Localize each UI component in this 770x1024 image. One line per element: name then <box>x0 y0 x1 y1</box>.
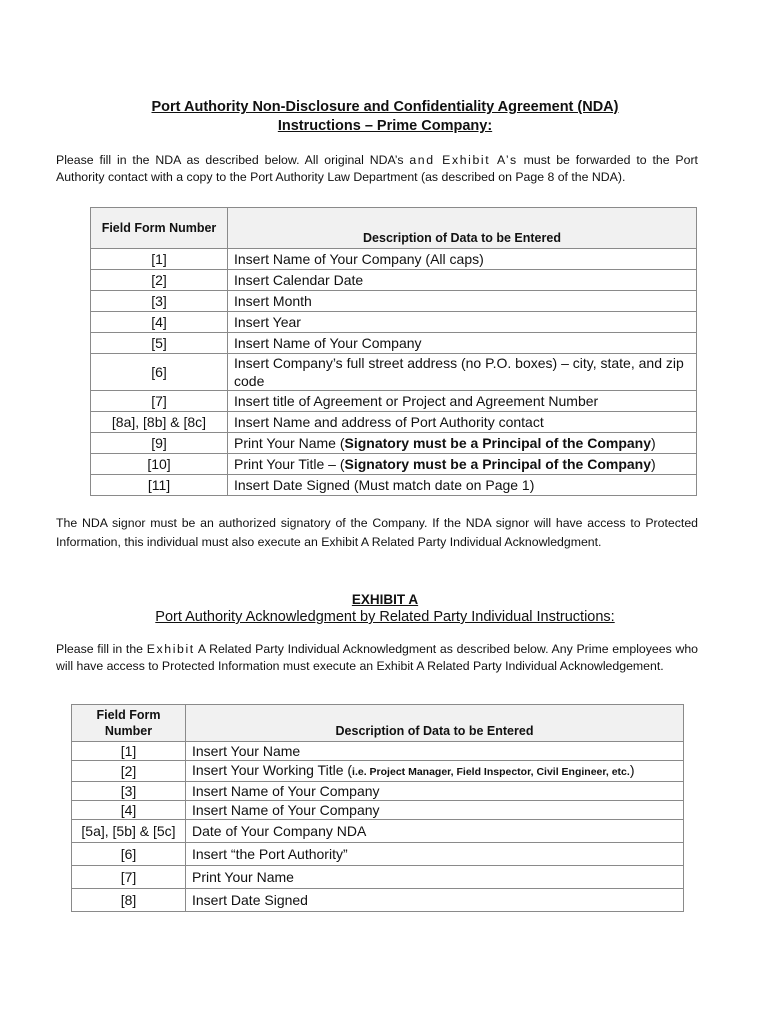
table-row <box>91 312 697 333</box>
exhibit-intro-text-3: A Related Party Individual Acknowledgment as described below. Any Prime employees who will have access to Protected Information must execute an Exhibit A Related Party Individual Acknowledgement. <box>56 642 699 673</box>
field-description: Insert title of Agreement or Project and Agreement Number <box>228 391 697 412</box>
signor-note: The NDA signor must be an authorized signatory of the Company. If the NDA signor will have access to Protected Information, this individual must also execute an Exhibit A Related Party Individual Acknowledgment. <box>56 516 698 549</box>
field-number-header: Field Form Number <box>72 705 186 742</box>
field-description <box>228 454 697 475</box>
intro-text-1: Please fill in the NDA as described below. All original NDA’s <box>56 153 410 167</box>
field-number: [1] <box>72 742 186 761</box>
field-description: Insert “the Port Authority” <box>186 843 684 866</box>
field-description: Insert Name of Your Company (All caps) <box>228 249 697 270</box>
field-description: Insert Month <box>228 291 697 312</box>
desc-emphasis: Signatory must be a Principal of the Company <box>344 456 652 472</box>
description-header: Description of Data to be Entered <box>186 705 684 742</box>
table-header-row <box>91 208 697 249</box>
exhibit-a-fields-table <box>71 704 684 912</box>
table-row <box>91 433 697 454</box>
table-row <box>91 249 697 270</box>
description-header: Description of Data to be Entered <box>228 208 697 249</box>
field-number: [6] <box>72 843 186 866</box>
exhibit-a-heading <box>0 591 770 626</box>
table-row <box>72 820 684 843</box>
nda-fields-table <box>90 207 697 496</box>
desc-text: ) <box>651 435 656 451</box>
table-header-row <box>72 705 684 742</box>
field-description: Insert Name of Your Company <box>228 333 697 354</box>
field-number: [7] <box>72 866 186 889</box>
field-number: [7] <box>91 391 228 412</box>
field-description: Insert Name of Your Company <box>186 801 684 820</box>
field-number: [5] <box>91 333 228 354</box>
table-row <box>91 454 697 475</box>
table-row <box>72 843 684 866</box>
field-description: Insert Company’s full street address (no P.O. boxes) – city, state, and zip code <box>228 354 697 391</box>
field-description: Insert Year <box>228 312 697 333</box>
field-number: [4] <box>72 801 186 820</box>
field-description: Insert Date Signed (Must match date on Page 1) <box>228 475 697 496</box>
document-title <box>0 98 770 136</box>
field-description: Insert Your Name <box>186 742 684 761</box>
field-number-header: Field Form Number <box>91 208 228 249</box>
desc-emphasis: Signatory must be a Principal of the Company <box>344 435 651 451</box>
table-row <box>72 761 684 782</box>
title-line-1: Port Authority Non-Disclosure and Confidentiality Agreement (NDA) <box>151 99 619 115</box>
field-number: [8a], [8b] & [8c] <box>91 412 228 433</box>
field-number: [11] <box>91 475 228 496</box>
table-row <box>72 866 684 889</box>
intro-text-2: and Exhibit A’s <box>409 153 518 167</box>
exhibit-a-subtitle: Port Authority Acknowledgment by Related Party Individual Instructions: <box>155 609 615 625</box>
intro-text-3: must be forwarded to the Port Authority contact with a copy to the Port Authority Law Department (as described on Page 8 of the NDA). <box>56 153 698 184</box>
field-description: Insert Date Signed <box>186 889 684 912</box>
table-row <box>91 270 697 291</box>
table-row <box>72 742 684 761</box>
exhibit-intro-paragraph <box>56 641 698 674</box>
table-row <box>91 391 697 412</box>
table-row <box>91 475 697 496</box>
field-number: [10] <box>91 454 228 475</box>
field-description: Insert Name and address of Port Authority contact <box>228 412 697 433</box>
field-number: [4] <box>91 312 228 333</box>
exhibit-intro-text-2: Exhibit <box>146 642 195 656</box>
exhibit-a-label: EXHIBIT A <box>351 592 419 607</box>
desc-text: Print Your Title – ( <box>234 456 345 472</box>
field-number: [1] <box>91 249 228 270</box>
field-number: [5a], [5b] & [5c] <box>72 820 186 843</box>
table-row <box>91 291 697 312</box>
field-description <box>186 761 684 782</box>
exhibit-intro-text-1: Please fill in the <box>56 642 147 656</box>
desc-emphasis: i.e. Project Manager, Field Inspector, Civil Engineer, etc. <box>352 766 630 778</box>
field-number: [6] <box>91 354 228 391</box>
field-number: [2] <box>72 761 186 782</box>
field-description <box>228 433 697 454</box>
field-number: [9] <box>91 433 228 454</box>
field-number: [2] <box>91 270 228 291</box>
field-number: [8] <box>72 889 186 912</box>
desc-text: Insert Your Working Title ( <box>192 762 353 778</box>
table-row <box>91 354 697 391</box>
intro-paragraph <box>56 152 698 185</box>
desc-text: ) <box>651 456 656 472</box>
field-number: [3] <box>91 291 228 312</box>
table-row <box>91 412 697 433</box>
table-row <box>72 801 684 820</box>
table-row <box>72 782 684 801</box>
field-description: Insert Name of Your Company <box>186 782 684 801</box>
field-description: Insert Calendar Date <box>228 270 697 291</box>
table-row <box>72 889 684 912</box>
desc-text: ) <box>629 762 635 778</box>
table-row <box>91 333 697 354</box>
field-number: [3] <box>72 782 186 801</box>
desc-text: Print Your Name ( <box>234 435 345 451</box>
title-line-2: Instructions – Prime Company: <box>277 118 493 134</box>
field-description: Date of Your Company NDA <box>186 820 684 843</box>
field-description: Print Your Name <box>186 866 684 889</box>
